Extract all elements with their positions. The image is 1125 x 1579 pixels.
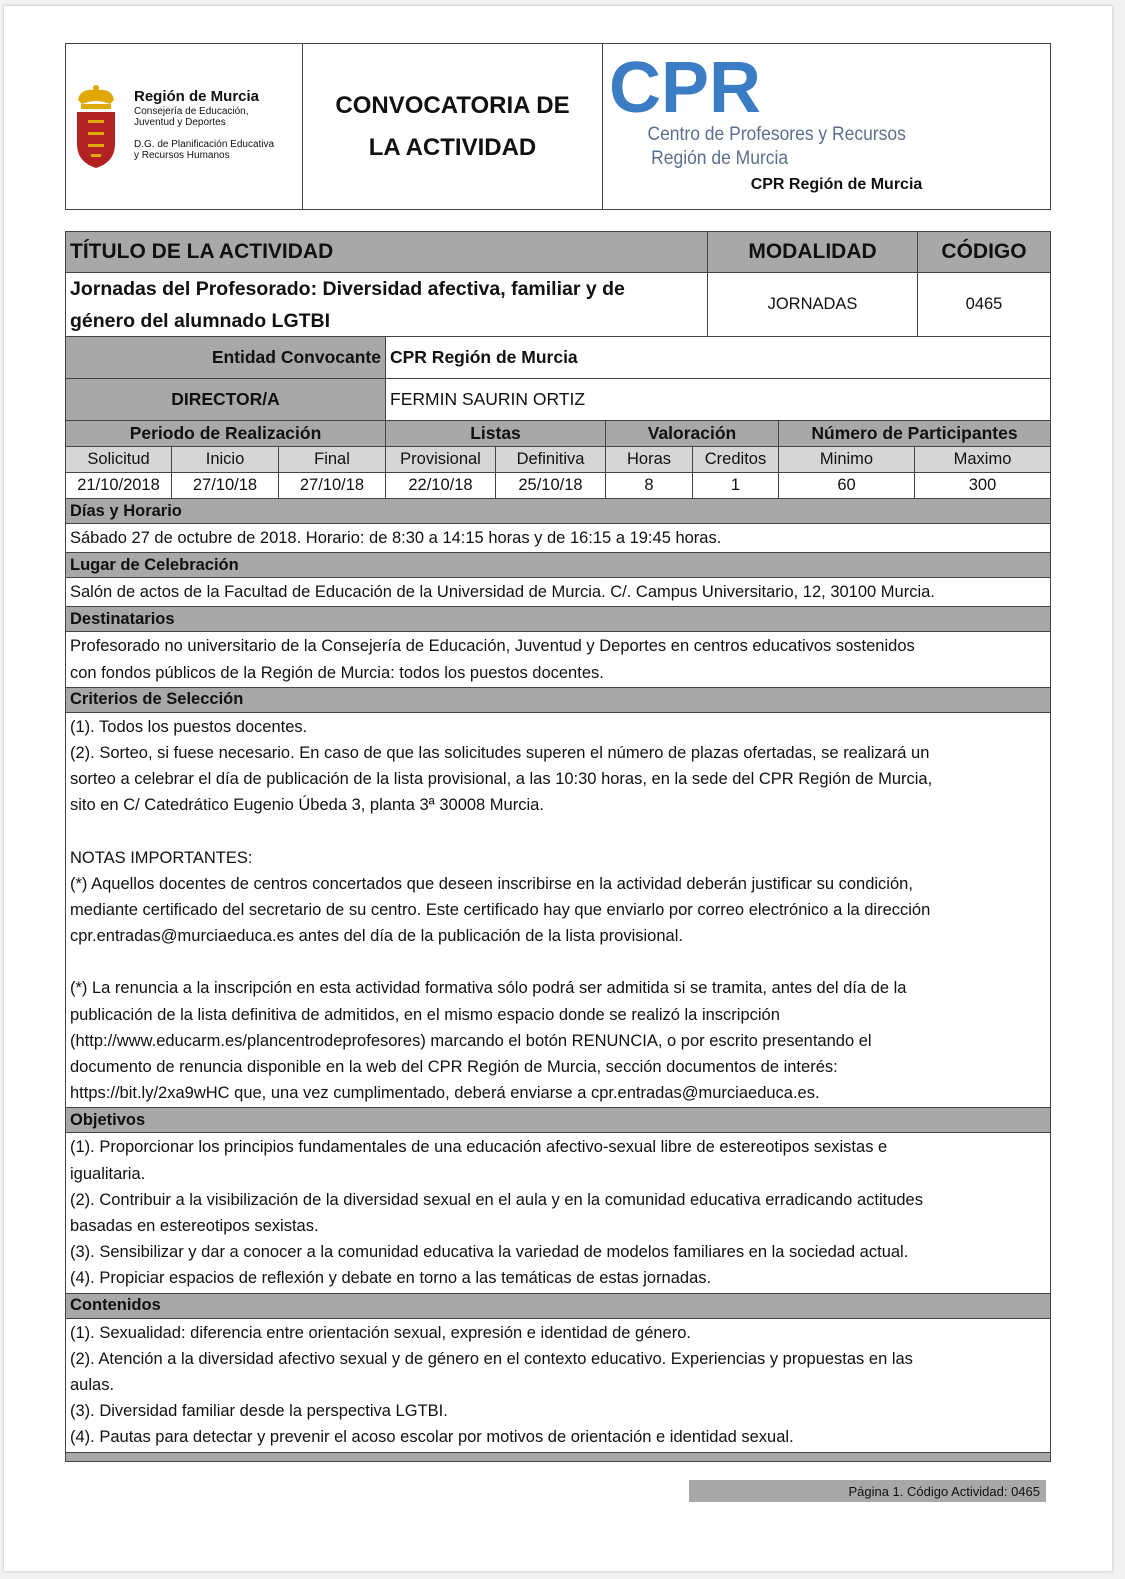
contenidos-line: (1). Sexualidad: diferencia entre orientación sexual, expresión e identidad de género. [70, 1323, 691, 1342]
document-title [335, 85, 569, 169]
criterios-heading: Criterios de Selección [66, 688, 1050, 713]
document-title-block [303, 44, 603, 209]
entidad-value: CPR Región de Murcia [390, 347, 578, 367]
codigo-label: CÓDIGO [941, 240, 1027, 263]
period-group: Número de Participantes [811, 423, 1018, 443]
cpr-logo-subtitle: Región de Murcia [651, 146, 789, 169]
period-column: Inicio [172, 447, 279, 472]
codigo-value: 0465 [965, 295, 1003, 313]
page-footer: Página 1. Código Actividad: 0465 [689, 1480, 1046, 1502]
criterios-body [66, 713, 1050, 1109]
region-department-line: Consejería de Educación, [134, 106, 249, 117]
activity-title [66, 273, 708, 336]
period-value: 60 [779, 473, 915, 498]
contenidos-line: aulas. [70, 1376, 115, 1395]
period-value: 22/10/18 [386, 473, 496, 498]
period-value: 27/10/18 [279, 473, 386, 498]
dias-body [66, 524, 1050, 553]
spacer [70, 949, 1046, 975]
cpr-logo-icon [607, 48, 906, 170]
period-value: 25/10/18 [496, 473, 606, 498]
contenidos-line: (3). Diversidad familiar desde la perspectiva LGTBI. [70, 1402, 448, 1421]
activity-title-line: género del alumnado LGTBI [70, 310, 331, 332]
destinatarios-line: con fondos públicos de la Región de Murcia: todos los puestos docentes. [70, 663, 604, 682]
dias-line: Sábado 27 de octubre de 2018. Horario: de 8:30 a 14:15 horas y de 16:15 a 19:45 horas. [70, 529, 722, 547]
criterios-line: sorteo a celebrar el día de publicación de la lista provisional, a las 10:30 horas, en la sede del CPR Región de Murcia, [70, 770, 933, 789]
entidad-label: Entidad Convocante [66, 337, 386, 378]
objetivos-body [66, 1133, 1050, 1293]
region-name: Región de Murcia [134, 88, 260, 105]
destinatarios-body [66, 632, 1050, 687]
period-group: Listas [386, 421, 606, 446]
period-value: 300 [968, 476, 997, 494]
note-line: (http://www.educarm.es/plancentrodeprofesores) marcando el botón RENUNCIA, o por escrito presentando el [70, 1031, 872, 1050]
region-department [134, 106, 249, 128]
objetivos-line: (2). Contribuir a la visibilización de la diversidad sexual en el aula y en la comunidad educativa erradicando actitudes [70, 1190, 923, 1209]
objetivos-line: (4). Propiciar espacios de reflexión y debate en torno a las temáticas de estas jornadas. [70, 1269, 712, 1288]
region-crest-icon [72, 82, 120, 170]
period-column: Maximo [953, 450, 1012, 468]
period-columns-row [66, 447, 1050, 473]
cpr-block [603, 44, 1050, 209]
note-line: mediante certificado del secretario de su centro. Este certificado hay que enviarlo por correo electrónico a la dirección [70, 901, 931, 920]
criterios-line: sito en C/ Catedrático Eugenio Úbeda 3, planta 3ª 30008 Murcia. [70, 796, 544, 815]
cpr-logo-subtitle: Centro de Profesores y Recursos [647, 122, 906, 145]
document-title-line: CONVOCATORIA DE [335, 91, 570, 119]
activity-title-line: Jornadas del Profesorado: Diversidad afectiva, familiar y de [70, 278, 625, 300]
criterios-line: (2). Sorteo, si fuese necesario. En caso de que las solicitudes superen el número de plazas ofertadas, se realizará un [70, 744, 930, 763]
note-line: https://bit.ly/2xa9wHC que, una vez cumplimentado, deberá enviarse a cpr.entradas@murciaeduca.es. [70, 1084, 820, 1103]
lugar-heading: Lugar de Celebración [66, 553, 1050, 578]
activity-table [65, 231, 1051, 1462]
period-column: Provisional [386, 447, 496, 472]
activity-values-row [66, 273, 1050, 337]
director-value: FERMIN SAURIN ORTIZ [390, 389, 586, 409]
note-line: cpr.entradas@murciaeduca.es antes del día de la publicación de la lista provisional. [70, 927, 683, 946]
spacer [70, 819, 1046, 845]
period-value: 21/10/2018 [66, 473, 172, 498]
period-column: Final [279, 447, 386, 472]
period-group: Periodo de Realización [66, 421, 386, 446]
period-column: Minimo [779, 447, 915, 472]
objetivos-line: basadas en estereotipos sexistas. [70, 1217, 319, 1236]
contenidos-body [66, 1319, 1050, 1453]
period-column: Creditos [693, 447, 779, 472]
period-group: Valoración [606, 421, 779, 446]
destinatarios-line: Profesorado no universitario de la Consejería de Educación, Juventud y Deportes en centros educativos sostenidos [70, 637, 915, 656]
lugar-body [66, 578, 1050, 607]
period-column: Definitiva [496, 447, 606, 472]
period-column: Horas [606, 447, 693, 472]
contenidos-heading: Contenidos [66, 1294, 1050, 1319]
activity-header-row [66, 232, 1050, 273]
period-value: 8 [606, 473, 693, 498]
document-title-line: LA ACTIVIDAD [368, 133, 537, 161]
region-block [66, 44, 303, 209]
period-column: Solicitud [66, 447, 172, 472]
note-line: publicación de la lista definitiva de admitidos, en el mismo espacio donde se realizó la inscripción [70, 1005, 780, 1024]
modalidad-value: JORNADAS [708, 273, 918, 336]
contenidos-line: (2). Atención a la diversidad afectivo sexual y de género en el contexto educativo. Experiencias y propuestas en las [70, 1349, 913, 1368]
period-groups-row [66, 421, 1050, 447]
document-page [4, 6, 1112, 1571]
entidad-row [66, 337, 1050, 379]
objetivos-line: (1). Proporcionar los principios fundamentales de una educación afectivo-sexual libre de estereotipos sexistas e [70, 1138, 888, 1157]
lugar-line: Salón de actos de la Facultad de Educación de la Universidad de Murcia. C/. Campus Universitario, 12, 30100 Murcia. [70, 583, 935, 602]
objetivos-line: (3). Sensibilizar y dar a conocer a la comunidad educativa la variedad de modelos familiares en la sociedad actual. [70, 1243, 909, 1262]
cpr-logo-letters: CPR [609, 48, 762, 128]
region-directorate [134, 139, 274, 161]
period-value: 27/10/18 [172, 473, 279, 498]
director-label: DIRECTOR/A [66, 379, 386, 420]
title-label: TÍTULO DE LA ACTIVIDAD [66, 232, 708, 272]
destinatarios-heading: Destinatarios [66, 607, 1050, 632]
note-line: documento de renuncia disponible en la web del CPR Región de Murcia, sección documentos de interés: [70, 1058, 838, 1077]
cpr-caption: CPR Región de Murcia [750, 176, 923, 193]
note-line: (*) La renuncia a la inscripción en esta actividad formativa sólo podrá ser admitida si se tramita, antes del día de la [70, 979, 907, 998]
region-directorate-line: D.G. de Planificación Educativa [134, 139, 275, 150]
period-value: 1 [693, 473, 779, 498]
objetivos-heading: Objetivos [66, 1108, 1050, 1133]
notes-title: NOTAS IMPORTANTES: [70, 848, 253, 867]
contenidos-line: (4). Pautas para detectar y prevenir el acoso escolar por motivos de orientación e identidad sexual. [70, 1428, 794, 1447]
criterios-line: (1). Todos los puestos docentes. [70, 717, 308, 736]
period-values-row [66, 473, 1050, 499]
note-line: (*) Aquellos docentes de centros concertados que deseen inscribirse en la actividad deberán justificar su condición, [70, 874, 913, 893]
table-end-bar [66, 1453, 1050, 1461]
region-department-line: Juventud y Deportes [134, 117, 226, 128]
objetivos-line: igualitaria. [70, 1164, 146, 1183]
document-header [65, 43, 1051, 210]
region-directorate-line: y Recursos Humanos [134, 150, 230, 161]
director-row [66, 379, 1050, 421]
modalidad-label: MODALIDAD [708, 232, 918, 272]
dias-heading: Días y Horario [66, 499, 1050, 524]
